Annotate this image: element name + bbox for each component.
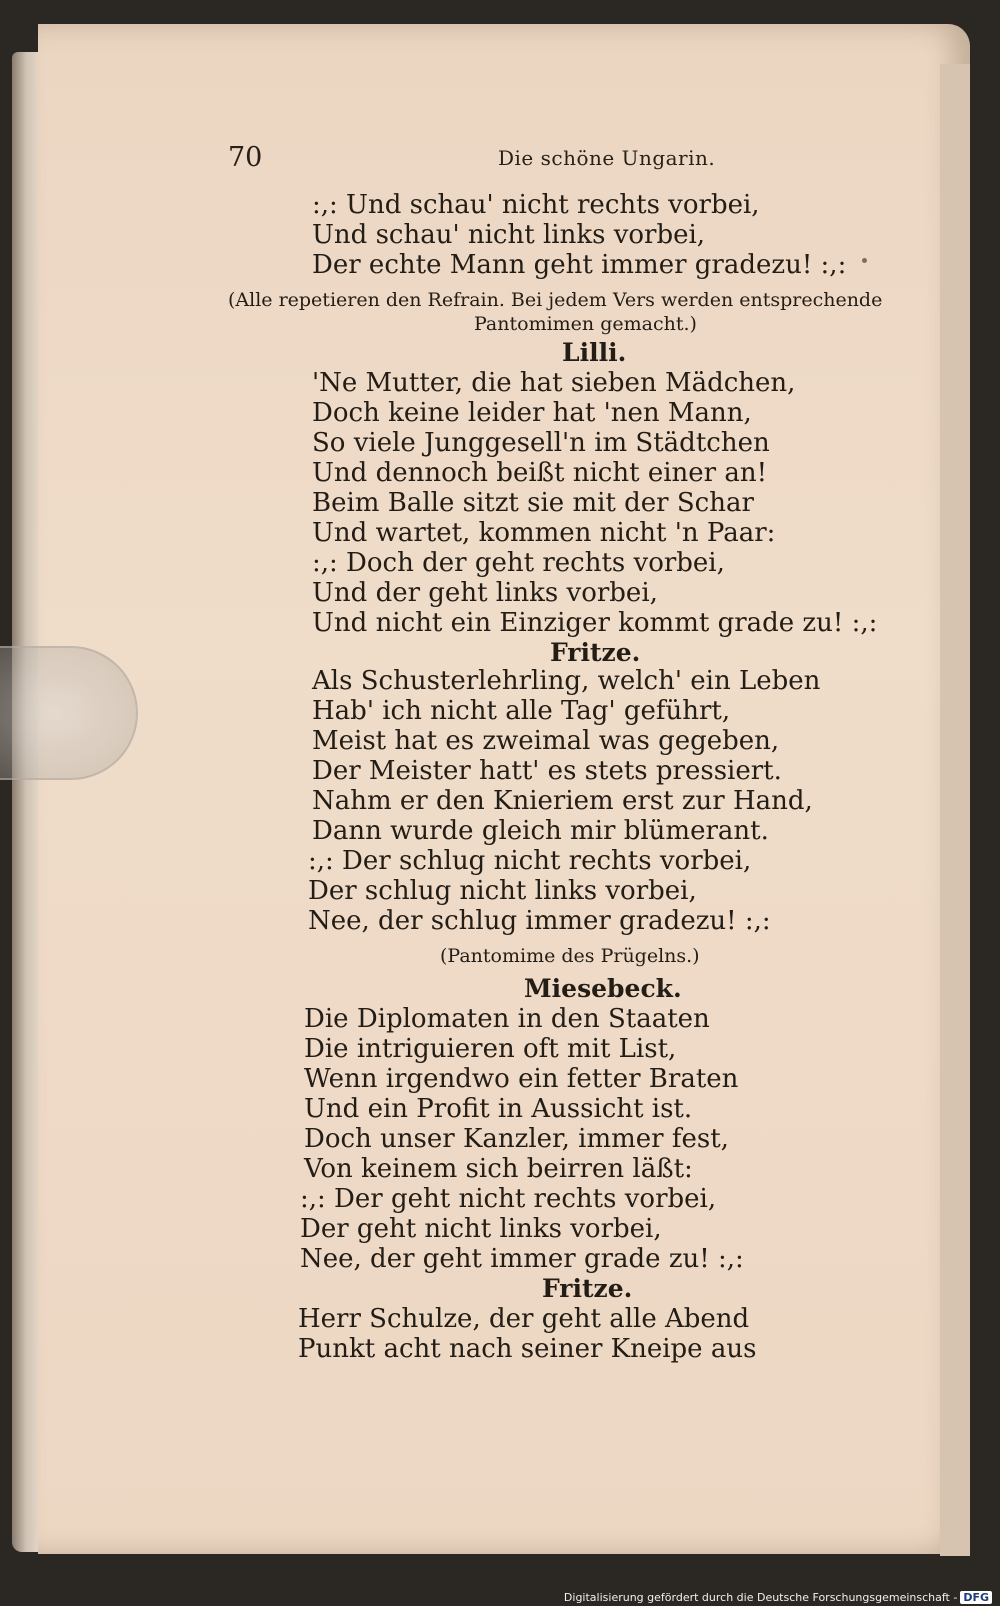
text-line: Von keinem sich beirren läßt: — [304, 1154, 693, 1184]
text-line: :,: Der schlug nicht rechts vorbei, — [308, 846, 752, 876]
text-line: Und ein Profit in Aussicht ist. — [304, 1094, 693, 1124]
speaker-name: Miesebeck. — [524, 974, 682, 1003]
facing-page-strip — [940, 64, 970, 1564]
text-line: Meist hat es zweimal was gegeben, — [312, 726, 780, 756]
stage-direction: (Pantomime des Prügelns.) — [440, 945, 700, 967]
text-line: Als Schusterlehrling, welch' ein Leben — [312, 666, 821, 696]
text-line: Beim Balle sitzt sie mit der Schar — [312, 488, 754, 518]
text-line: Und schau' nicht links vorbei, — [312, 220, 706, 250]
text-line: :,: Der geht nicht rechts vorbei, — [300, 1184, 717, 1214]
text-line: Der geht nicht links vorbei, — [300, 1214, 662, 1244]
text-line: Und dennoch beißt nicht einer an! — [312, 458, 768, 488]
text-line: Doch keine leider hat 'nen Mann, — [312, 398, 752, 428]
footer-bar — [0, 1556, 1000, 1606]
dfg-logo: DFG — [960, 1591, 992, 1604]
text-line: Dann wurde gleich mir blümerant. — [312, 816, 769, 846]
ink-spot — [862, 258, 867, 263]
text-line: Und wartet, kommen nicht 'n Paar: — [312, 518, 776, 548]
text-line: Nee, der schlug immer gradezu! :,: — [308, 906, 771, 936]
text-line: Punkt acht nach seiner Kneipe aus — [298, 1334, 757, 1364]
speaker-name: Lilli. — [562, 338, 627, 367]
text-line: Herr Schulze, der geht alle Abend — [298, 1304, 750, 1334]
page-header — [228, 142, 748, 178]
text-line: Nahm er den Knieriem erst zur Hand, — [312, 786, 813, 816]
page-number: 70 — [228, 142, 263, 173]
speaker-name: Fritze. — [542, 1274, 633, 1303]
text-line: Der Meister hatt' es stets pressiert. — [312, 756, 782, 786]
text-line: Hab' ich nicht alle Tag' geführt, — [312, 696, 731, 726]
text-line: :,: Doch der geht rechts vorbei, — [312, 548, 725, 578]
running-title: Die schöne Ungarin. — [498, 146, 716, 170]
digitization-credit — [564, 1591, 992, 1604]
speaker-name: Fritze. — [550, 638, 641, 667]
text-line: 'Ne Mutter, die hat sieben Mädchen, — [312, 368, 796, 398]
text-line: Wenn irgendwo ein fetter Braten — [304, 1064, 739, 1094]
text-line: Die Diplomaten in den Staaten — [304, 1004, 710, 1034]
stage-direction: (Alle repetieren den Refrain. Bei jedem Vers werden entsprechende — [228, 289, 883, 311]
text-line: So viele Junggesell'n im Städtchen — [312, 428, 770, 458]
text-line: Die intriguieren oft mit List, — [304, 1034, 677, 1064]
page-clip — [0, 646, 138, 780]
credit-text: Digitalisierung gefördert durch die Deutsche Forschungsgemeinschaft - — [563, 1591, 958, 1604]
text-line: Doch unser Kanzler, immer fest, — [304, 1124, 729, 1154]
stage-direction: Pantomimen gemacht.) — [474, 313, 697, 335]
text-line: Und nicht ein Einziger kommt grade zu! :,: — [312, 608, 878, 638]
text-line: Der schlug nicht links vorbei, — [308, 876, 697, 906]
text-line: Und der geht links vorbei, — [312, 578, 658, 608]
text-line: Der echte Mann geht immer gradezu! :,: — [312, 250, 847, 280]
text-line: :,: Und schau' nicht rechts vorbei, — [312, 190, 760, 220]
text-line: Nee, der geht immer grade zu! :,: — [300, 1244, 744, 1274]
